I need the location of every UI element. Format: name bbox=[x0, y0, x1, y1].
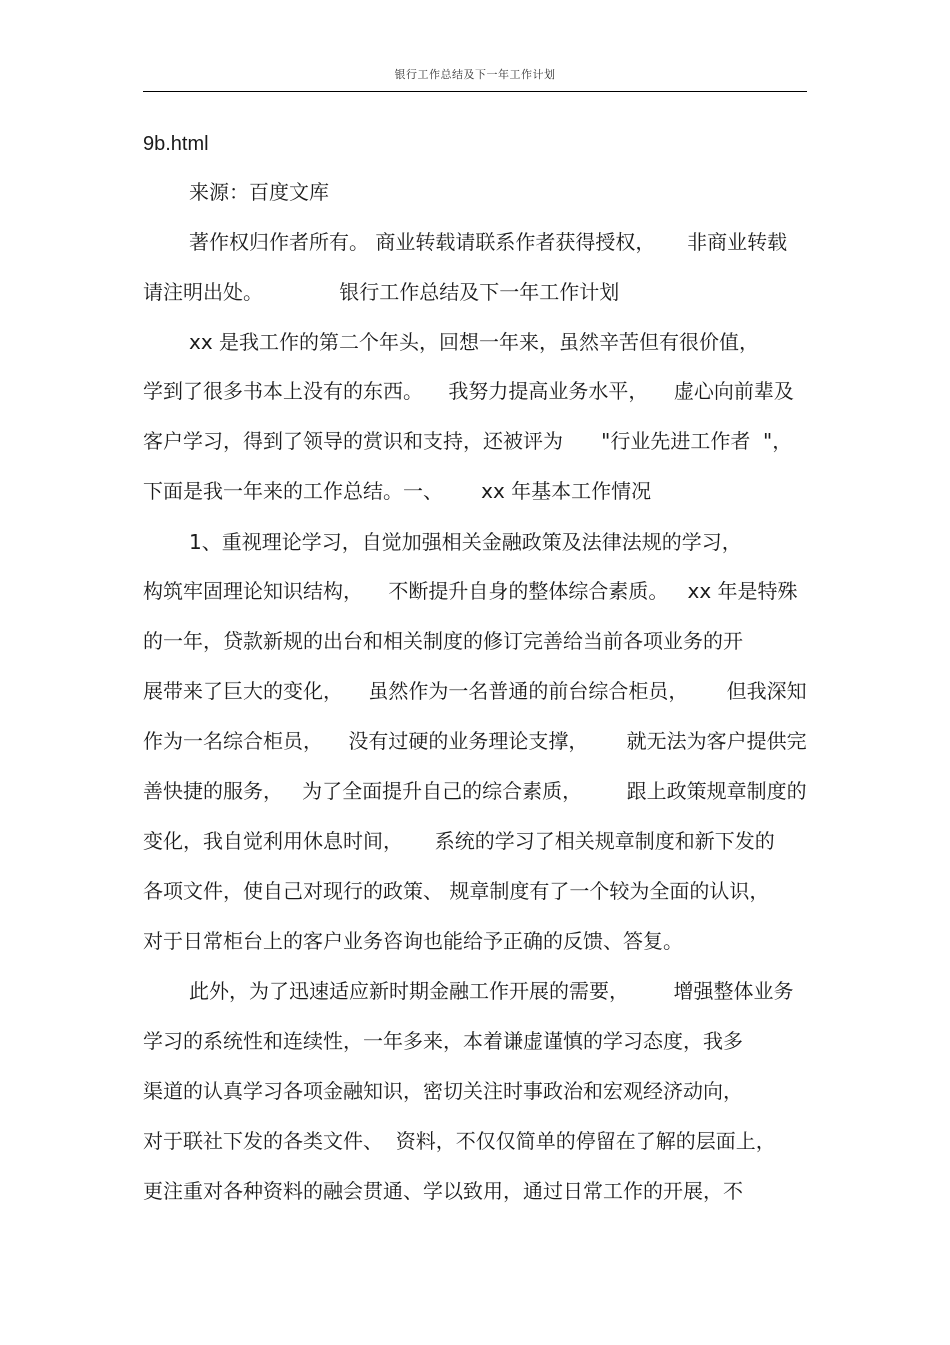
running-header: 银行工作总结及下一年工作计划 bbox=[394, 68, 556, 81]
paragraph-line: 学到了很多书本上没有的东西。 我努力提高业务水平， 虚心向前辈及 bbox=[143, 379, 794, 403]
header-rule bbox=[143, 91, 807, 92]
source-line: 来源：百度文库 bbox=[189, 180, 329, 204]
paragraph-line: 善快捷的服务， 为了全面提升自己的综合素质， 跟上政策规章制度的 bbox=[143, 779, 807, 803]
paragraph-line: 更注重对各种资料的融会贯通、学以致用，通过日常工作的开展，不 bbox=[143, 1179, 743, 1203]
copyright-line: 著作权归作者所有。 商业转载请联系作者获得授权， 非商业转载 bbox=[189, 230, 788, 254]
paragraph-line: 此外，为了迅速适应新时期金融工作开展的需要， 增强整体业务 bbox=[189, 979, 794, 1003]
copyright-line-cont: 请注明出处。 银行工作总结及下一年工作计划 bbox=[143, 280, 620, 304]
paragraph-line: 下面是我一年来的工作总结。一、 xx 年基本工作情况 bbox=[143, 479, 652, 503]
paragraph-line: 构筑牢固理论知识结构， 不断提升自身的整体综合素质。 xx 年是特殊 bbox=[143, 579, 798, 603]
paragraph-line: 的一年，贷款新规的出台和相关制度的修订完善给当前各项业务的开 bbox=[143, 629, 743, 653]
source-filename: 9b.html bbox=[143, 133, 209, 155]
paragraph-line: 各项文件，使自己对现行的政策、 规章制度有了一个较为全面的认识， bbox=[143, 879, 770, 903]
paragraph-line: 学习的系统性和连续性，一年多来，本着谦虚谨慎的学习态度，我多 bbox=[143, 1029, 743, 1053]
paragraph-line: 渠道的认真学习各项金融知识，密切关注时事政治和宏观经济动向， bbox=[143, 1079, 743, 1103]
paragraph-line: 变化，我自觉利用休息时间， 系统的学习了相关规章制度和新下发的 bbox=[143, 829, 775, 853]
paragraph-line: xx 是我工作的第二个年头，回想一年来，虽然辛苦但有很价值， bbox=[189, 330, 760, 354]
paragraph-line: 对于日常柜台上的客户业务咨询也能给予正确的反馈、答复。 bbox=[143, 929, 683, 953]
paragraph-line: 对于联社下发的各类文件、 资料，不仅仅简单的停留在了解的层面上， bbox=[143, 1129, 776, 1153]
paragraph-line: 客户学习，得到了领导的赏识和支持，还被评为 "行业先进工作者 "， bbox=[143, 429, 793, 453]
paragraph-line: 作为一名综合柜员， 没有过硬的业务理论支撑， 就无法为客户提供完 bbox=[143, 729, 807, 753]
paragraph-line: 1、重视理论学习，自觉加强相关金融政策及法律法规的学习， bbox=[189, 530, 742, 554]
paragraph-line: 展带来了巨大的变化， 虽然作为一名普通的前台综合柜员， 但我深知 bbox=[143, 679, 807, 703]
